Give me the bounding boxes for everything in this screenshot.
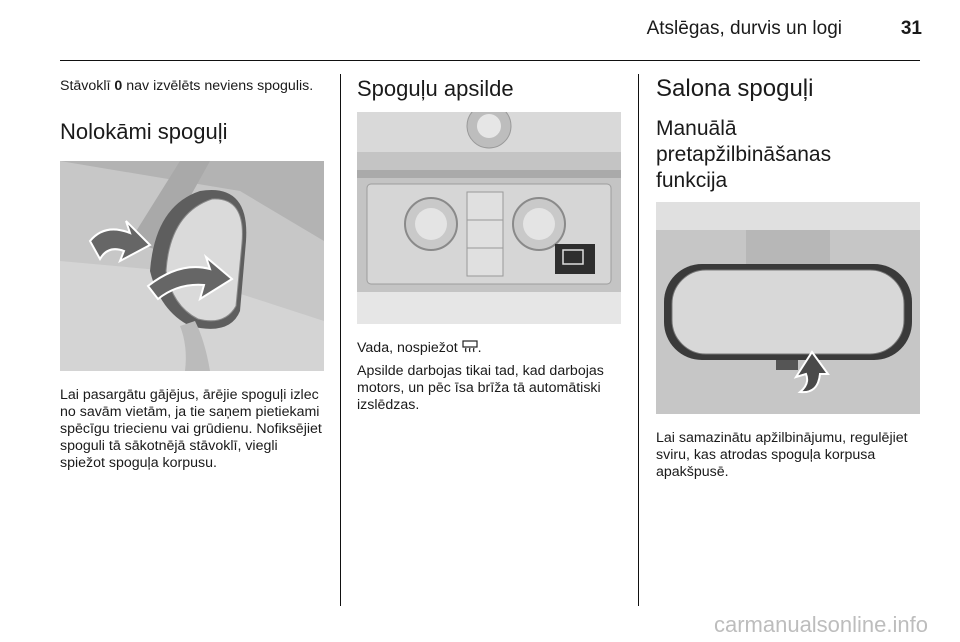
page-number: 31 xyxy=(900,18,922,39)
folding-mirrors-heading: Nolokāmi spoguļi xyxy=(60,119,228,144)
header-rule xyxy=(60,60,920,61)
mirror-heating-heading: Spoguļu apsilde xyxy=(357,76,514,101)
column-2 xyxy=(357,74,623,420)
intro-paragraph: Stāvoklī 0 nav izvēlēts neviens spogulis. xyxy=(60,78,314,94)
folding-mirror-illustration xyxy=(60,161,324,371)
column-divider-1 xyxy=(340,74,341,606)
column-1 xyxy=(60,74,326,478)
column-3 xyxy=(656,74,922,487)
header-title: Atslēgas, durvis un logi xyxy=(646,18,842,39)
mirror-heating-para2: Apsilde darbojas tikai tad, kad darbojas motors, un pēc īsa brīža tā automātiski izslēdzas. xyxy=(357,363,604,413)
interior-mirrors-heading: Salona spoguļi xyxy=(656,75,814,102)
interior-mirror-illustration xyxy=(656,202,920,414)
climate-panel-illustration xyxy=(357,112,621,324)
folding-mirrors-body: Lai pasargātu gājējus, ārējie spoguļi izlec no savām vietām, ja tie saņem pietiekami spēcīgu triecienu vai grūdienu. Nofiksējiet spoguli tā sākotnējā stāvoklī, viegli spiežot spoguļa korpusu. xyxy=(60,387,322,471)
column-divider-2 xyxy=(638,74,639,606)
mirror-heating-para1: Vada, nospiežot . xyxy=(357,340,482,356)
interior-mirrors-body: Lai samazinātu apžilbinājumu, regulējiet sviru, kas atrodas spoguļa korpusa apakšpusē. xyxy=(656,430,908,480)
mirror-heat-icon xyxy=(462,340,478,354)
anti-dazzle-heading: Manuālā pretapžilbināšanas funkcija xyxy=(656,117,832,192)
watermark: carmanualsonline.info xyxy=(713,612,928,637)
